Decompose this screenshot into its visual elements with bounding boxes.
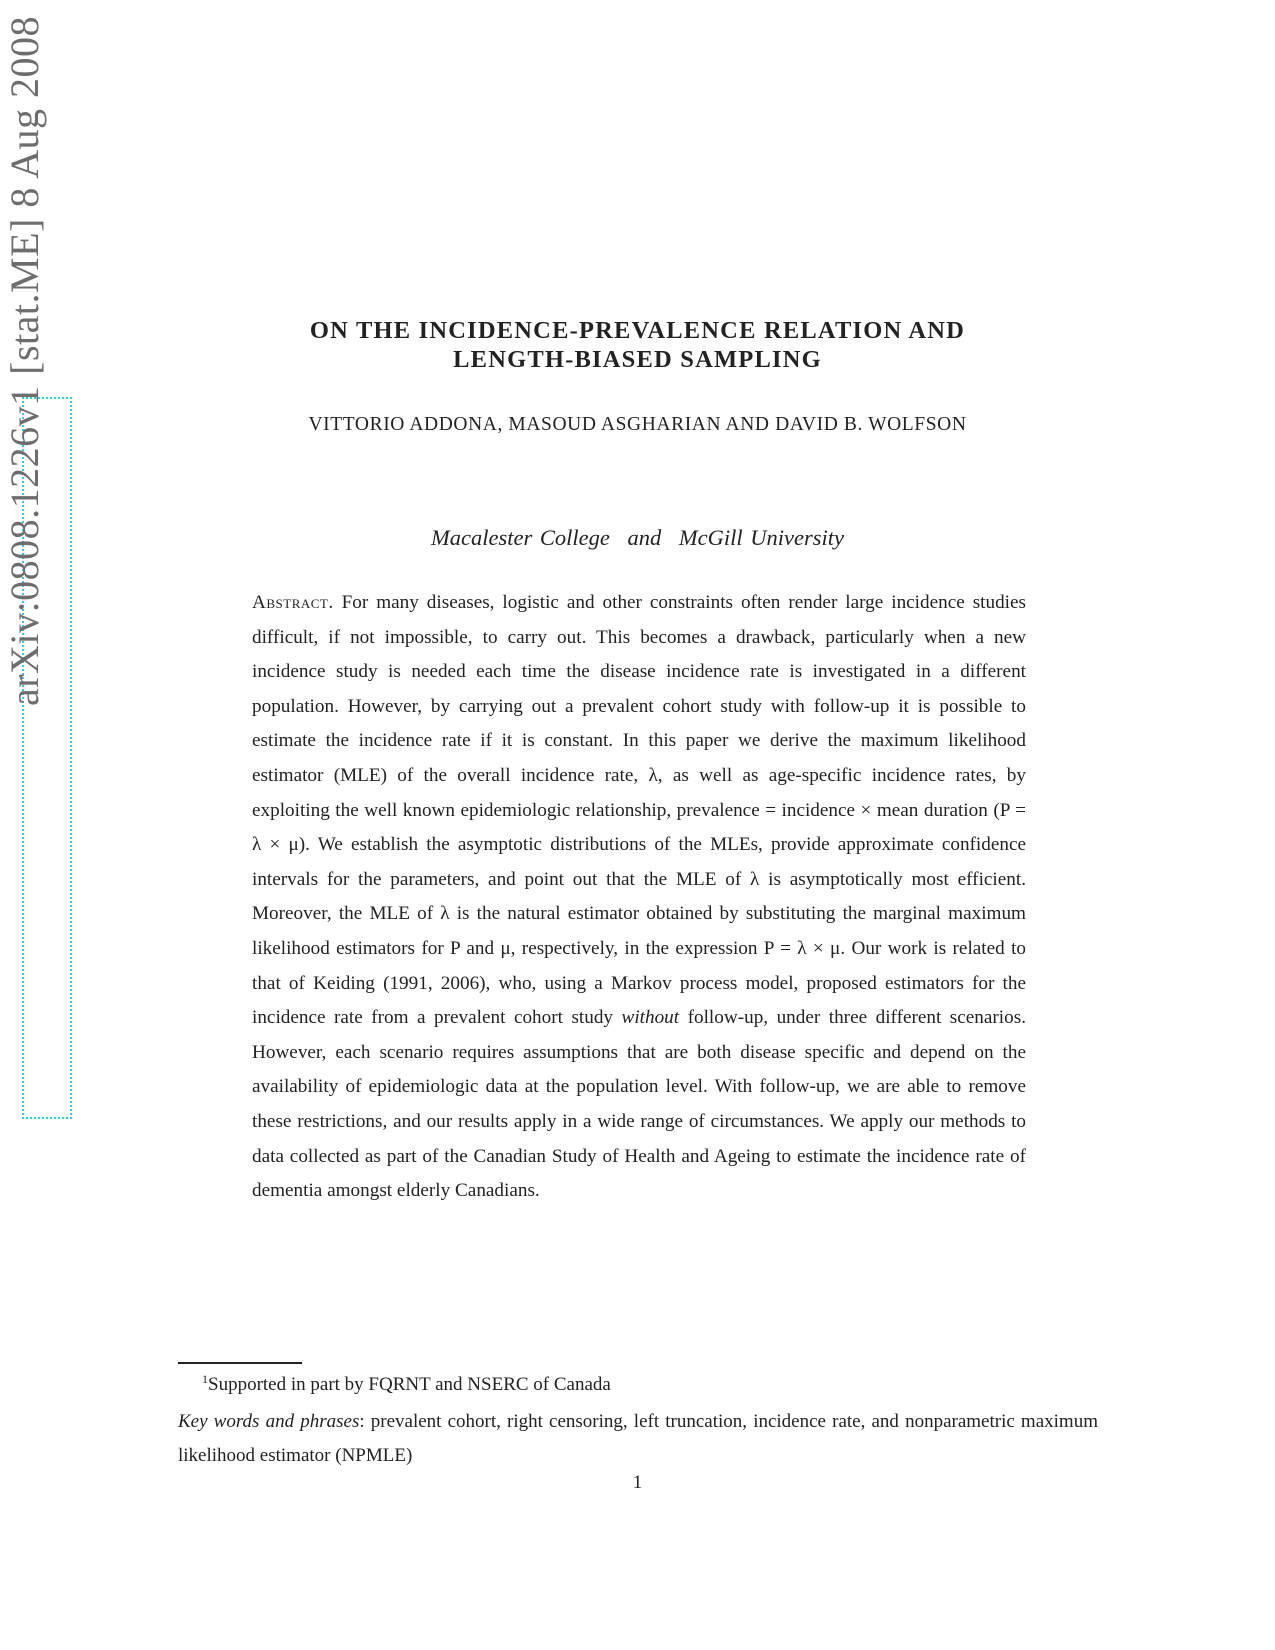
keywords (178, 1405, 1098, 1473)
paper-title (0, 316, 1275, 374)
arxiv-stamp-text: arXiv:0808.1226v1 [stat.ME] 8 Aug 2008 (2, 15, 47, 707)
abstract-label: Abstract. (252, 592, 334, 613)
keywords-text: : prevalent cohort, right censoring, left truncation, incidence rate, and nonparametric maximum likelihood estimator (NPMLE) (178, 1411, 1098, 1466)
affiliation (0, 525, 1275, 551)
affiliation-second: McGill University (678, 525, 844, 550)
footnote-text: Supported in part by FQRNT and NSERC of Canada (208, 1374, 611, 1395)
title-line-2: LENGTH-BIASED SAMPLING (453, 346, 822, 373)
page-number: 1 (632, 1472, 643, 1493)
abstract (252, 586, 1026, 1209)
footnote-rule (178, 1362, 302, 1364)
title-line-1: ON THE INCIDENCE-PREVALENCE RELATION AND (309, 317, 966, 344)
affiliation-conjunction: and (627, 525, 662, 550)
author-list: VITTORIO ADDONA, MASOUD ASGHARIAN AND DAVID B. WOLFSON (308, 414, 967, 435)
footnote-marker: 1 (202, 1372, 208, 1386)
footnote (202, 1372, 611, 1396)
keywords-label: Key words and phrases (178, 1411, 360, 1432)
affiliation-first: Macalester College (431, 525, 610, 550)
abstract-emphasis: without (621, 1007, 680, 1029)
abstract-text-part-1: For many diseases, logistic and other constraints often render large incidence studies difficult, if not impossible, to carry out. This becomes a drawback, particularly when a new incidence study is needed each time the disease incidence rate is investigated in a different population. However, by carrying out a prevalent cohort study with follow-up it is possible to estimate the incidence rate if it is constant. In this paper we derive the maximum likelihood estimator (MLE) of the overall incidence rate, λ, as well as age-specific incidence rates, by exploiting the well known epidemiologic relationship, prevalence = incidence × mean duration (P = λ × μ). We establish the asymptotic distributions of the MLEs, provide approximate confidence intervals for the parameters, and point out that the MLE of λ is asymptotically most efficient. Moreover, the MLE of λ is the natural estimator obtained by substituting the marginal maximum likelihood estimators for P and μ, respectively, in the expression P = λ × μ. Our work is related to that of Keiding (1991, 2006), who, using a Markov process model, proposed estimators for the incidence rate from a prevalent cohort study (252, 592, 1026, 1029)
abstract-text-part-2: follow-up, under three different scenarios. However, each scenario requires assumptions that are both disease specific and depend on the availability of epidemiologic data at the population level. With follow-up, we are able to remove these restrictions, and our results apply in a wide range of circumstances. We apply our methods to data collected as part of the Canadian Study of Health and Ageing to estimate the incidence rate of dementia amongst elderly Canadians. (252, 1007, 1026, 1202)
